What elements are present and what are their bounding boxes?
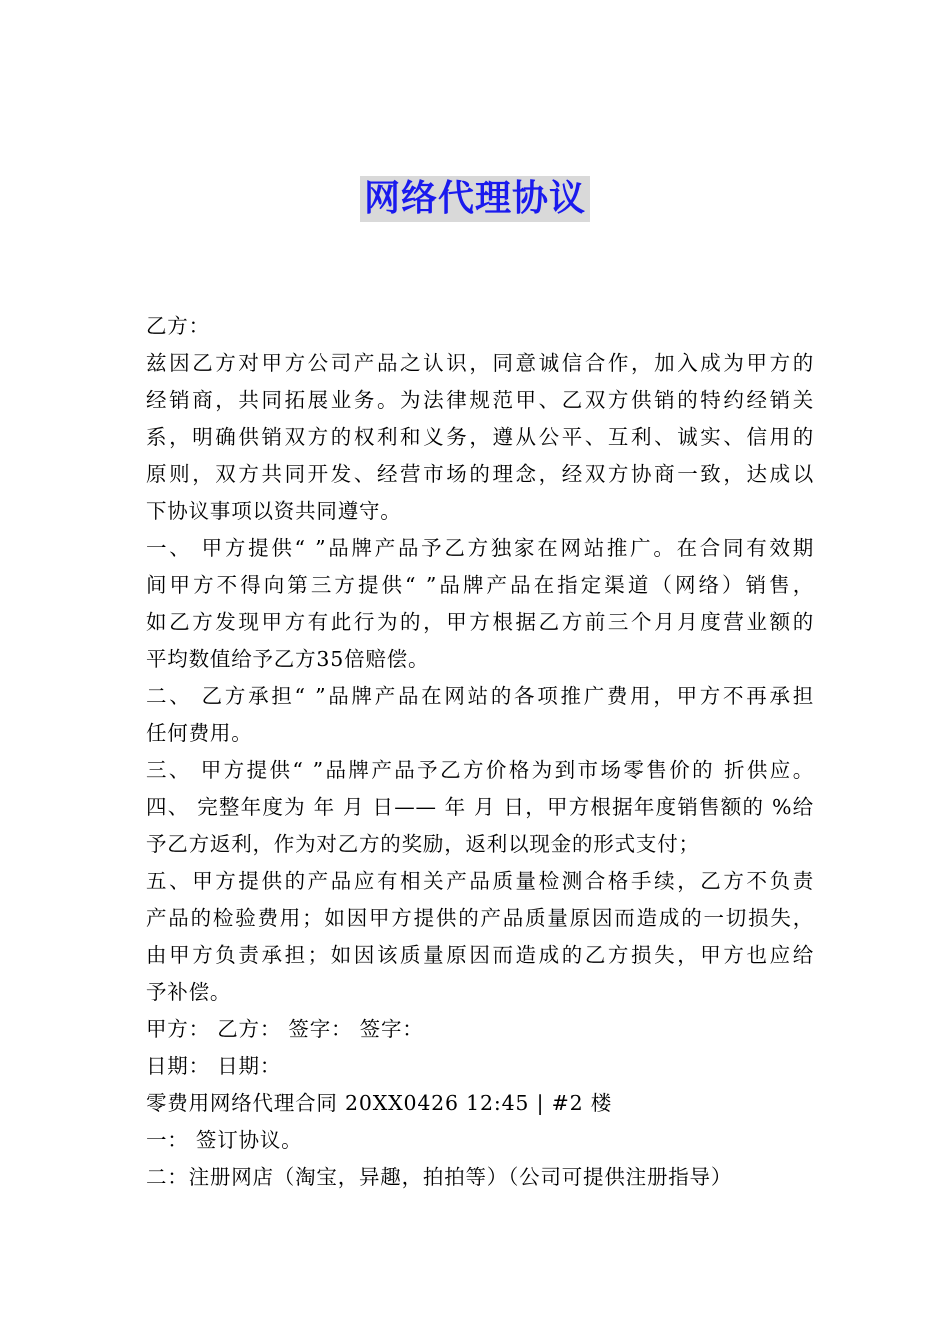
step-1-line: 一： 签订协议。 — [146, 1128, 303, 1152]
signature-line: 甲方： 乙方： 签字： 签字： — [146, 1017, 424, 1041]
document-title: 网络代理协议 — [360, 176, 590, 222]
paragraph-line: 经销商，共同拓展业务。为法律规范甲、乙双方供销的特约经销关 — [146, 388, 814, 412]
clause-4-line: 四、 完整年度为 年 月 日—— 年 月 日，甲方根据年度销售额的 %给 — [146, 795, 814, 819]
step-2-line: 二：注册网店（淘宝，异趣，拍拍等）（公司可提供注册指导） — [146, 1165, 733, 1189]
clause-1-line: 如乙方发现甲方有此行为的，甲方根据乙方前三个月月度营业额的 — [146, 610, 814, 634]
clause-1-line: 平均数值给予乙方35倍赔偿。 — [146, 647, 430, 671]
clause-5-line: 由甲方负责承担；如因该质量原因而造成的乙方损失，甲方也应给 — [146, 943, 814, 967]
clause-3-line: 三、 甲方提供“ ”品牌产品予乙方价格为到市场零售价的 折供应。 — [146, 758, 814, 782]
party-b-label: 乙方： — [146, 314, 210, 338]
post-header-line: 零费用网络代理合同 20XX0426 12:45 | #2 楼 — [146, 1091, 613, 1115]
paragraph-line: 系，明确供销双方的权利和义务，遵从公平、互利、诚实、信用的 — [146, 425, 814, 449]
paragraph-line: 原则，双方共同开发、经营市场的理念，经双方协商一致，达成以 — [146, 462, 814, 486]
clause-4-line: 予乙方返利，作为对乙方的奖励，返利以现金的形式支付； — [146, 832, 700, 856]
clause-5-line: 予补偿。 — [146, 980, 232, 1004]
clause-2-line: 二、 乙方承担“ ”品牌产品在网站的各项推广费用，甲方不再承担 — [146, 684, 814, 708]
paragraph-line: 下协议事项以资共同遵守。 — [146, 499, 402, 523]
clause-5-line: 产品的检验费用；如因甲方提供的产品质量原因而造成的一切损失， — [146, 906, 814, 930]
document-body — [146, 308, 814, 1196]
paragraph-line: 兹因乙方对甲方公司产品之认识，同意诚信合作，加入成为甲方的 — [146, 351, 814, 375]
clause-5-line: 五、甲方提供的产品应有相关产品质量检测合格手续，乙方不负责 — [146, 869, 814, 893]
clause-1-line: 一、 甲方提供“ ”品牌产品予乙方独家在网站推广。在合同有效期 — [146, 536, 814, 560]
date-line: 日期： 日期： — [146, 1054, 282, 1078]
title-container — [0, 176, 950, 222]
clause-1-line: 间甲方不得向第三方提供“ ”品牌产品在指定渠道（网络）销售， — [146, 573, 814, 597]
clause-2-line: 任何费用。 — [146, 721, 253, 745]
